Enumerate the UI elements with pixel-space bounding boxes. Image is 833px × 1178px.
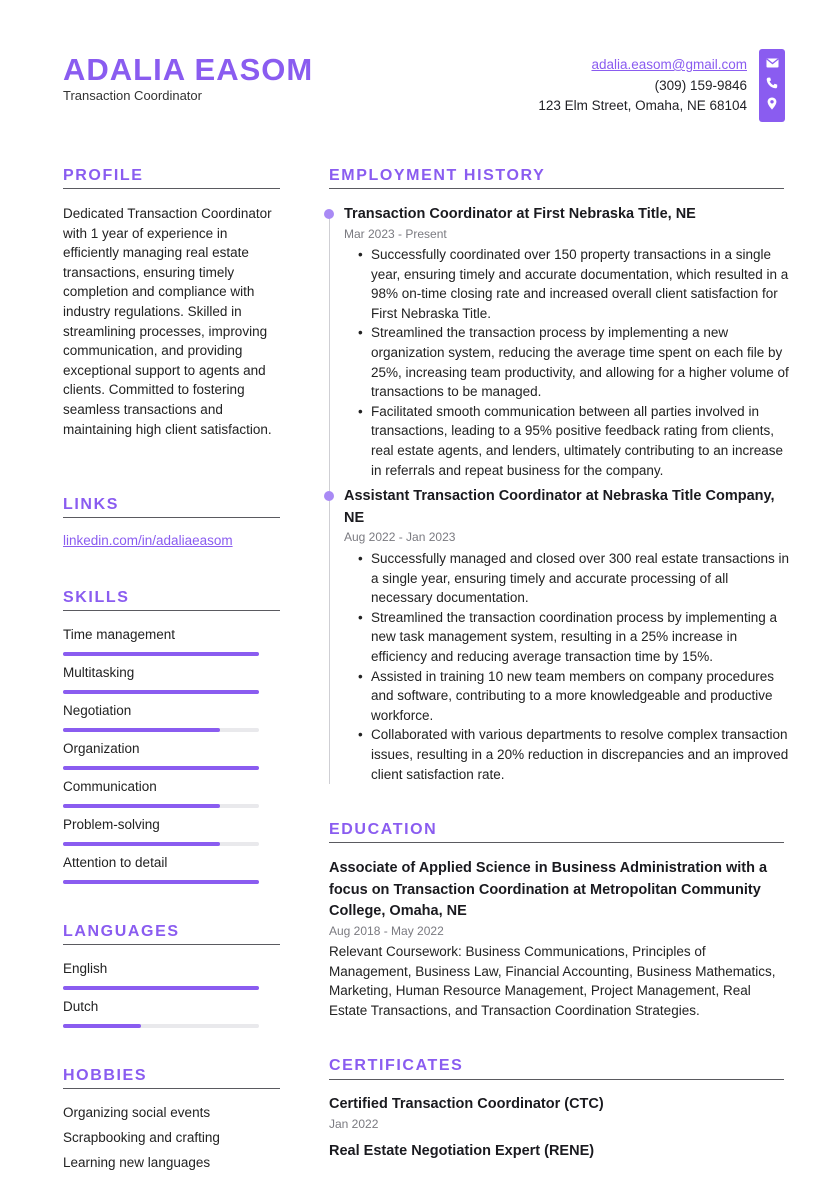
profile-text: Dedicated Transaction Coordinator with 1 year of experience in efficiently managing real estate transactions, ensuring timely completion and compliance with industry regulations. Skilled in streamlining processes, improving communication, and providing exceptional support to agents and clients. Committed to fostering seamless transactions and maintaining high client satisfaction. [63,206,272,437]
education-text: Relevant Coursework: Business Communications, Principles of Management, Business Law, Financial Accounting, Business Mathematics, Marketing, Human Resource Management, Project Management, Real Estate Transactions, and Transaction Coordination Strategies. [329,944,776,1018]
skill-bar-fill [63,804,220,808]
education-rule [329,842,784,843]
job-title: Assistant Transaction Coordinator at Nebraska Title Company, NE [344,488,775,526]
job-bullets [371,549,789,784]
job-bullet: • Streamlined the transaction coordination process by implementing a new task management system, resulting in a 25% increase in efficiency and reducing average transaction time by 15%. [371,608,789,667]
email-link[interactable]: adalia.easom@gmail.com [591,57,747,72]
skill-item [63,816,259,834]
employment-heading: EMPLOYMENT HISTORY [329,167,546,184]
certificates-heading: CERTIFICATES [329,1057,464,1074]
job-bullet: • Successfully coordinated over 150 property transactions in a single year, ensuring timely and accurate documentation, which resulted in a 98% on-time closing rate and increased overall client satisfaction for First Nebraska Title. [371,245,789,323]
hobby-item: Scrapbooking and crafting [63,1130,220,1145]
skill-item [63,626,259,644]
skill-label: Communication [63,779,157,794]
skill-bar [63,842,259,846]
job-bullet: • Collaborated with various departments to resolve complex transaction issues, resulting in a 20% reduction in discrepancies and an improved client satisfaction rate. [371,725,789,784]
certificates-rule [329,1079,784,1080]
skill-bar [63,766,259,770]
skill-label: Attention to detail [63,855,168,870]
skill-bar [63,652,259,656]
education-heading: EDUCATION [329,821,438,838]
job-bullet: • Successfully managed and closed over 300 real estate transactions in a single year, ensuring timely and accurate processing of all necessary documentation. [371,549,789,608]
linkedin-link[interactable]: linkedin.com/in/adaliaeasom [63,533,233,548]
skill-label: Problem-solving [63,817,160,832]
skill-item [63,778,259,796]
hobby-item: Learning new languages [63,1155,211,1170]
skill-bar [63,880,259,884]
skill-label: Multitasking [63,665,135,680]
skill-item [63,740,259,758]
skill-item [63,664,259,682]
language-item [63,960,259,978]
skill-bar-fill [63,880,259,884]
language-label: Dutch [63,999,99,1014]
phone-icon [759,77,785,92]
phone-text: (309) 159-9846 [654,77,747,93]
language-bar [63,986,259,990]
skills-rule [63,610,280,611]
timeline-dot [324,491,334,501]
job-bullet: • Facilitated smooth communication between all parties involved in transactions, leading to a 95% positive feedback rating from clients, real estate agents, and lenders, ultimately contributing to an increase in referrals and repeat business for the company. [371,402,789,480]
hobbies-heading: HOBBIES [63,1067,148,1084]
language-label: English [63,961,108,976]
candidate-name: ADALIA EASOM [63,52,314,87]
education-dates: Aug 2018 - May 2022 [329,924,444,938]
languages-heading: LANGUAGES [63,923,180,940]
skill-bar [63,804,259,808]
skill-label: Organization [63,741,140,756]
timeline-dot [324,209,334,219]
education-title: Associate of Applied Science in Business Administration with a focus on Transaction Coordination at Metropolitan Community College, Omaha, NE [329,860,768,919]
certificate-date: Jan 2022 [329,1117,379,1131]
skill-bar-fill [63,842,220,846]
links-heading: LINKS [63,496,119,513]
job-bullet: • Streamlined the transaction process by implementing a new organization system, reducing the average time spent on each file by 25%, increasing team productivity, and allowing for a higher volume of transactions to be managed. [371,323,789,401]
skill-bar-fill [63,766,259,770]
profile-rule [63,188,280,189]
language-bar-fill [63,1024,141,1028]
certificate-title: Certified Transaction Coordinator (CTC) [329,1096,604,1112]
language-bar [63,1024,259,1028]
job-bullet: • Assisted in training 10 new team members on company procedures and software, contributing to a more knowledgeable and productive workforce. [371,667,789,726]
skill-label: Negotiation [63,703,132,718]
candidate-title: Transaction Coordinator [63,88,202,103]
job-bullets [371,245,789,480]
envelope-icon [759,57,785,71]
skill-label: Time management [63,627,176,642]
location-pin-icon [759,97,785,113]
profile-heading: PROFILE [63,167,144,184]
language-item [63,998,259,1016]
languages-rule [63,944,280,945]
job-dates: Mar 2023 - Present [344,227,447,241]
hobbies-rule [63,1088,280,1089]
skill-item [63,854,259,872]
certificate-title: Real Estate Negotiation Expert (RENE) [329,1143,595,1159]
job-title: Transaction Coordinator at First Nebraska Title, NE [344,206,696,222]
hobby-item: Organizing social events [63,1105,211,1120]
contact-block [538,55,747,117]
links-rule [63,517,280,518]
skill-bar [63,690,259,694]
job-dates: Aug 2022 - Jan 2023 [344,530,456,544]
skill-bar-fill [63,728,220,732]
skill-bar-fill [63,652,259,656]
skill-bar-fill [63,690,259,694]
address-text: 123 Elm Street, Omaha, NE 68104 [538,98,747,113]
skills-heading: SKILLS [63,589,130,606]
skill-bar [63,728,259,732]
skill-item [63,702,259,720]
employment-rule [329,188,784,189]
language-bar-fill [63,986,259,990]
contact-icon-bar [759,49,785,122]
